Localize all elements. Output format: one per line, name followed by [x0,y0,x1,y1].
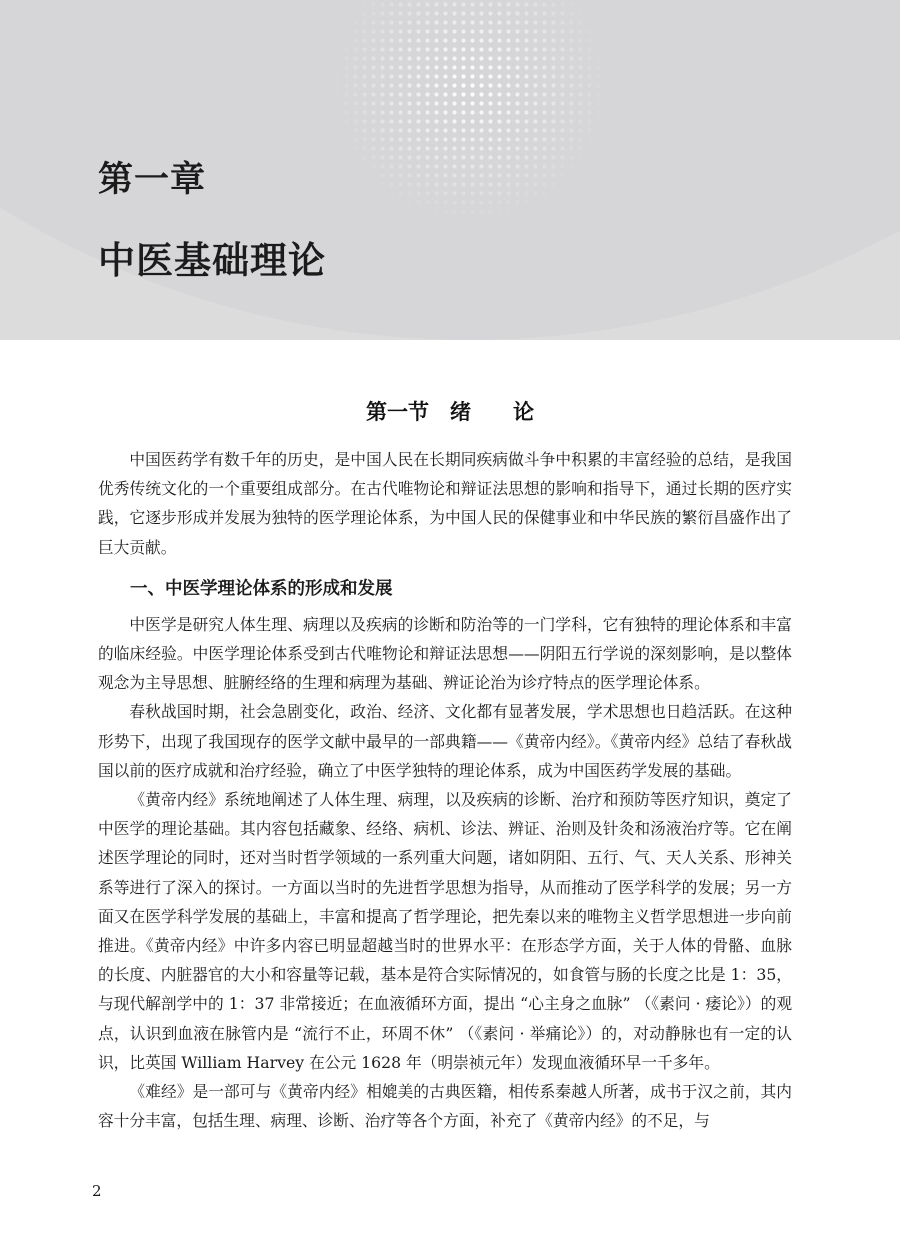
chapter-title: 中医基础理论 [98,239,326,282]
paragraph: 中医学是研究人体生理、病理以及疾病的诊断和防治等的一门学科，它有独特的理论体系和丰富的临床经验。中医学理论体系受到古代唯物论和辩证法思想——阴阳五行学说的深刻影响，是以整体观念为主导思想、脏腑经络的生理和病理为基础、辨证论治为诊疗特点的医学理论体系。 [98,614,792,693]
subheading: 一、中医学理论体系的形成和发展 [130,578,393,599]
page-number: 2 [92,1182,102,1200]
paragraph: 春秋战国时期，社会急剧变化，政治、经济、文化都有显著发展，学术思想也日趋活跃。在这种形势下，出现了我国现存的医学文献中最早的一部典籍——《黄帝内经》。《黄帝内经》总结了春秋战国以前的医疗成就和治疗经验，确立了中医学独特的理论体系，成为中国医药学发展的基础。 [98,702,792,780]
body-text [98,445,792,1135]
chapter-label: 第一章 [98,160,207,200]
chapter-banner [0,0,900,340]
paragraph: 《黄帝内经》系统地阐述了人体生理、病理，以及疾病的诊断、治疗和预防等医疗知识，奠定了中医学的理论基础。其内容包括藏象、经络、病机、诊法、辨证、治则及针灸和汤液治疗等。它在阐述医学理论的同时，还对当时哲学领域的一系列重大问题，诸如阴阳、五行、气、天人关系、形神关系等进行了深入的探讨。一方面以当时的先进哲学思想为指导，从而推动了医学科学的发展；另一方面又在医学科学发展的基础上，丰富和提高了哲学理论，把先秦以来的唯物主义哲学思想进一步向前推进。《黄帝内经》中许多内容已明显超越当时的世界水平：在形态学方面，关于人体的骨骼、血脉的长度、内脏器官的大小和容量等记载，基本是符合实际情况的，如食管与肠的长度之比是 1：35，与现代解剖学中的 1：37 非常接近；在血液循环方面，提出 “心主身之血脉” （《素问 · 痿论》）的观点，认识到血液在脉管内是 “流行不止，环周不休” （《素问 · 举痛论》）的，对动静脉也有一定的认识，比英国 William Harvey 在公元 1628 年（明崇祯元年）发现血液循环早一千多年。 [98,790,792,1072]
section-title: 第一节 绪 论 [366,399,534,424]
paragraph: 《难经》是一部可与《黄帝内经》相媲美的古典医籍，相传系秦越人所著，成书于汉之前，其内容十分丰富，包括生理、病理、诊断、治疗等各个方面，补充了《黄帝内经》的不足，与 [98,1082,792,1131]
paragraph: 中国医药学有数千年的历史，是中国人民在长期同疾病做斗争中积累的丰富经验的总结，是我国优秀传统文化的一个重要组成部分。在古代唯物论和辩证法思想的影响和指导下，通过长期的医疗实践，它逐步形成并发展为独特的医学理论体系，为中国人民的保健事业和中华民族的繁衍昌盛作出了巨大贡献。 [98,450,792,557]
